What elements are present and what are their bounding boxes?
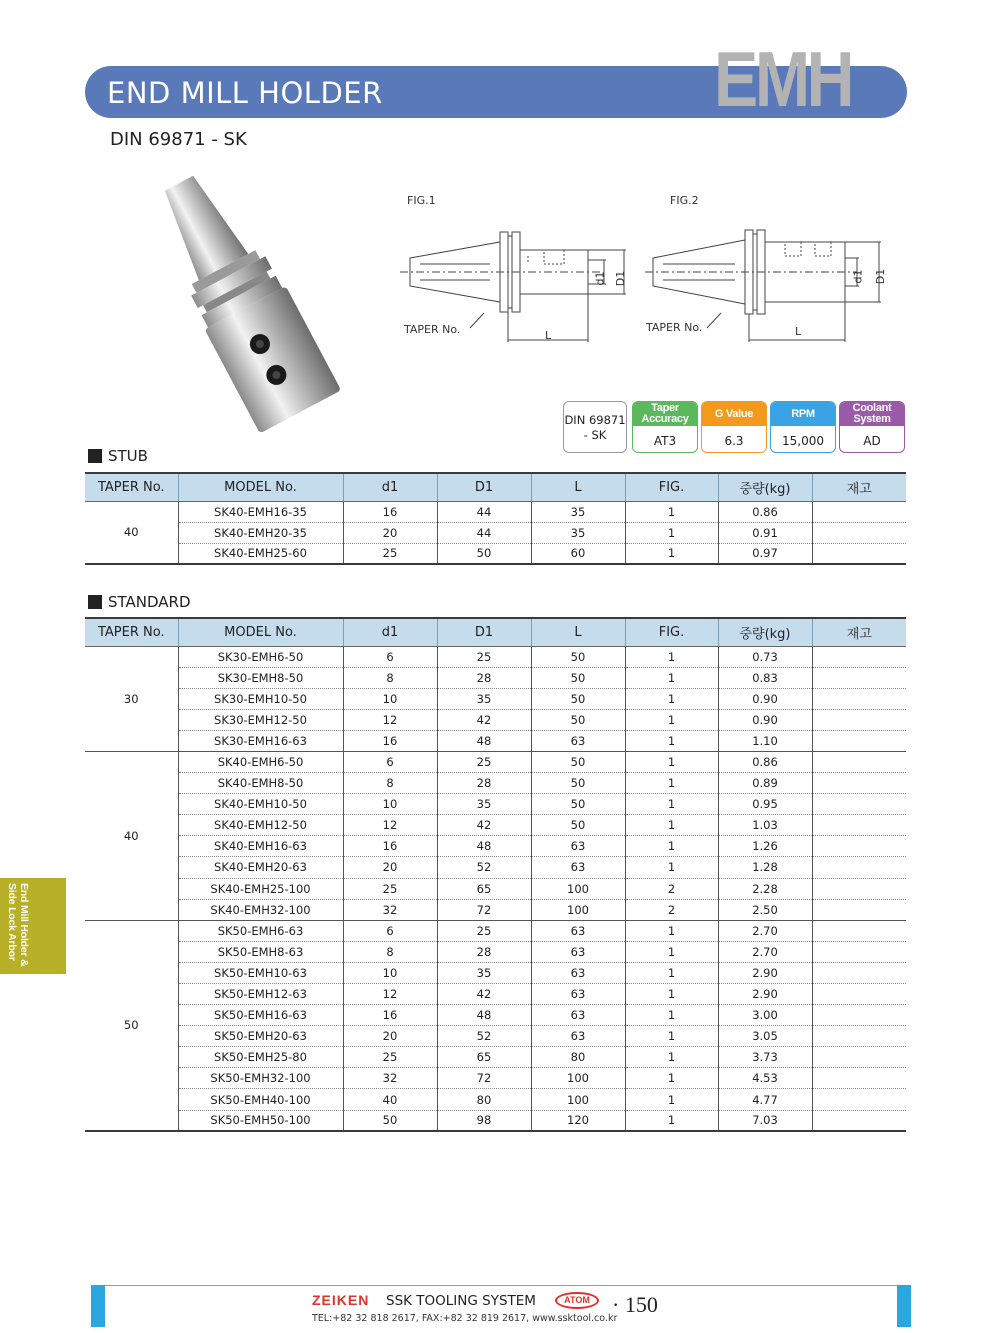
table-row bbox=[85, 751, 906, 772]
column-header: L bbox=[531, 473, 625, 501]
model-cell: SK50-EMH6-63 bbox=[178, 920, 343, 941]
model-cell: SK40-EMH25-100 bbox=[178, 878, 343, 899]
table-cell: 8 bbox=[343, 773, 437, 794]
standard-subtitle: DIN 69871 - SK bbox=[110, 129, 247, 150]
taper-cell: 30 bbox=[85, 646, 178, 751]
fig1-D1-label: D1 bbox=[614, 270, 628, 287]
table-cell: 63 bbox=[531, 962, 625, 983]
table-cell: 0.90 bbox=[718, 688, 812, 709]
table-cell: 25 bbox=[343, 878, 437, 899]
table-cell bbox=[812, 815, 906, 836]
table-cell: 0.89 bbox=[718, 773, 812, 794]
table-cell bbox=[812, 522, 906, 543]
table-cell: 1 bbox=[625, 941, 718, 962]
standard-section-label bbox=[88, 593, 191, 611]
spec-box-header: RPM bbox=[771, 402, 835, 426]
zeiken-logo: ZEIKEN bbox=[312, 1292, 370, 1308]
table-cell: 6 bbox=[343, 920, 437, 941]
spec-standard-box bbox=[563, 401, 627, 453]
spec-box-value: AT3 bbox=[653, 434, 677, 448]
table-cell: 25 bbox=[437, 751, 531, 772]
table-cell: 4.77 bbox=[718, 1089, 812, 1110]
stub-section-label bbox=[88, 447, 148, 465]
table-cell: 72 bbox=[437, 899, 531, 920]
table-cell bbox=[812, 1110, 906, 1131]
table-row bbox=[85, 1047, 906, 1068]
table-cell: 28 bbox=[437, 667, 531, 688]
table-cell: 50 bbox=[531, 709, 625, 730]
table-cell: 1 bbox=[625, 709, 718, 730]
table-row bbox=[85, 941, 906, 962]
table-cell: 0.97 bbox=[718, 543, 812, 564]
table-cell bbox=[812, 857, 906, 878]
spec-box-value: 15,000 bbox=[782, 434, 824, 448]
table-row bbox=[85, 1089, 906, 1110]
table-cell: 63 bbox=[531, 941, 625, 962]
fig2-d1-label: d1 bbox=[851, 269, 865, 284]
table-cell: 1.03 bbox=[718, 815, 812, 836]
table-row bbox=[85, 522, 906, 543]
column-header: FIG. bbox=[625, 618, 718, 646]
footer-divider bbox=[91, 1285, 911, 1286]
table-cell: 2 bbox=[625, 878, 718, 899]
table-cell: 1 bbox=[625, 1068, 718, 1089]
taper-cell: 50 bbox=[85, 920, 178, 1131]
table-cell: 60 bbox=[531, 543, 625, 564]
atom-logo: ATOM bbox=[555, 1292, 599, 1309]
spec-standard-line2: - SK bbox=[583, 428, 607, 442]
table-row bbox=[85, 646, 906, 667]
table-cell: 1 bbox=[625, 920, 718, 941]
column-header: 중량(kg) bbox=[718, 473, 812, 501]
table-cell: 80 bbox=[531, 1047, 625, 1068]
table-cell bbox=[812, 878, 906, 899]
table-row bbox=[85, 878, 906, 899]
table-row bbox=[85, 920, 906, 941]
table-cell: 1.26 bbox=[718, 836, 812, 857]
table-cell: 1 bbox=[625, 1110, 718, 1131]
model-cell: SK50-EMH50-100 bbox=[178, 1110, 343, 1131]
table-cell: 50 bbox=[531, 667, 625, 688]
model-cell: SK40-EMH32-100 bbox=[178, 899, 343, 920]
table-cell bbox=[812, 1089, 906, 1110]
table-row bbox=[85, 543, 906, 564]
table-cell: 35 bbox=[437, 688, 531, 709]
table-cell: 2 bbox=[625, 899, 718, 920]
column-header: D1 bbox=[437, 618, 531, 646]
table-cell: 8 bbox=[343, 667, 437, 688]
table-cell: 1 bbox=[625, 1005, 718, 1026]
contact-info: TEL:+82 32 818 2617, FAX:+82 32 819 2617, www.ssktool.co.kr bbox=[312, 1313, 618, 1324]
section-square-icon bbox=[88, 595, 102, 609]
model-cell: SK50-EMH25-80 bbox=[178, 1047, 343, 1068]
product-code: EMH bbox=[714, 35, 852, 123]
table-cell bbox=[812, 667, 906, 688]
table-cell bbox=[812, 501, 906, 522]
spec-box bbox=[839, 401, 905, 453]
table-cell: 1 bbox=[625, 815, 718, 836]
table-cell: 3.73 bbox=[718, 1047, 812, 1068]
model-cell: SK30-EMH6-50 bbox=[178, 646, 343, 667]
table-cell: 6 bbox=[343, 646, 437, 667]
table-cell: 3.00 bbox=[718, 1005, 812, 1026]
fig2-label: FIG.2 bbox=[670, 194, 699, 207]
table-row bbox=[85, 709, 906, 730]
page-title: END MILL HOLDER bbox=[107, 76, 383, 110]
table-cell: 100 bbox=[531, 899, 625, 920]
table-row bbox=[85, 815, 906, 836]
model-cell: SK40-EMH16-63 bbox=[178, 836, 343, 857]
model-cell: SK40-EMH6-50 bbox=[178, 751, 343, 772]
table-cell: 1 bbox=[625, 751, 718, 772]
fig2-taper-label: TAPER No. bbox=[646, 321, 703, 334]
table-cell: 52 bbox=[437, 857, 531, 878]
table-cell: 7.03 bbox=[718, 1110, 812, 1131]
column-header: FIG. bbox=[625, 473, 718, 501]
column-header: MODEL No. bbox=[178, 473, 343, 501]
table-row bbox=[85, 857, 906, 878]
table-cell: 120 bbox=[531, 1110, 625, 1131]
table-cell: 0.86 bbox=[718, 751, 812, 772]
fig1-taper-label: TAPER No. bbox=[404, 323, 461, 336]
table-cell: 2.90 bbox=[718, 962, 812, 983]
table-cell: 2.70 bbox=[718, 941, 812, 962]
table-row bbox=[85, 773, 906, 794]
table-cell: 65 bbox=[437, 878, 531, 899]
table-cell bbox=[812, 1026, 906, 1047]
table-cell: 63 bbox=[531, 857, 625, 878]
table-cell: 2.28 bbox=[718, 878, 812, 899]
spec-box bbox=[701, 401, 767, 453]
spec-box-title-line2: Accuracy bbox=[641, 413, 689, 425]
table-cell: 4.53 bbox=[718, 1068, 812, 1089]
table-cell: 100 bbox=[531, 1089, 625, 1110]
page-number: · 150 bbox=[612, 1292, 658, 1317]
model-cell: SK50-EMH12-63 bbox=[178, 984, 343, 1005]
table-cell: 0.73 bbox=[718, 646, 812, 667]
table-cell: 1 bbox=[625, 522, 718, 543]
table-cell: 16 bbox=[343, 501, 437, 522]
section-square-icon bbox=[88, 449, 102, 463]
taper-cell: 40 bbox=[85, 751, 178, 920]
stub-table bbox=[85, 472, 906, 565]
table-cell: 1.28 bbox=[718, 857, 812, 878]
model-cell: SK40-EMH16-35 bbox=[178, 501, 343, 522]
table-cell: 50 bbox=[531, 688, 625, 709]
column-header: 재고 bbox=[812, 473, 906, 501]
table-cell bbox=[812, 920, 906, 941]
table-row bbox=[85, 667, 906, 688]
column-header: 중량(kg) bbox=[718, 618, 812, 646]
table-cell: 100 bbox=[531, 878, 625, 899]
table-row bbox=[85, 794, 906, 815]
table-cell bbox=[812, 836, 906, 857]
model-cell: SK40-EMH20-63 bbox=[178, 857, 343, 878]
table-cell: 1 bbox=[625, 646, 718, 667]
table-cell bbox=[812, 794, 906, 815]
table-cell: 98 bbox=[437, 1110, 531, 1131]
table-cell: 10 bbox=[343, 794, 437, 815]
table-cell: 42 bbox=[437, 984, 531, 1005]
table-cell: 42 bbox=[437, 815, 531, 836]
table-cell: 0.91 bbox=[718, 522, 812, 543]
table-cell: 20 bbox=[343, 1026, 437, 1047]
footer-right-bar bbox=[897, 1285, 911, 1327]
table-cell: 3.05 bbox=[718, 1026, 812, 1047]
table-cell: 63 bbox=[531, 920, 625, 941]
table-cell: 44 bbox=[437, 522, 531, 543]
model-cell: SK50-EMH32-100 bbox=[178, 1068, 343, 1089]
table-row bbox=[85, 1026, 906, 1047]
spec-box-header bbox=[633, 402, 697, 426]
table-cell: 63 bbox=[531, 984, 625, 1005]
spec-box bbox=[632, 401, 698, 453]
table-cell: 0.83 bbox=[718, 667, 812, 688]
model-cell: SK40-EMH20-35 bbox=[178, 522, 343, 543]
table-cell bbox=[812, 941, 906, 962]
table-cell: 25 bbox=[343, 543, 437, 564]
table-row bbox=[85, 984, 906, 1005]
table-row bbox=[85, 836, 906, 857]
table-cell bbox=[812, 688, 906, 709]
model-cell: SK50-EMH40-100 bbox=[178, 1089, 343, 1110]
table-cell bbox=[812, 1005, 906, 1026]
model-cell: SK30-EMH12-50 bbox=[178, 709, 343, 730]
table-cell: 1 bbox=[625, 1089, 718, 1110]
table-header-row bbox=[85, 473, 906, 501]
model-cell: SK30-EMH16-63 bbox=[178, 730, 343, 751]
table-cell: 48 bbox=[437, 1005, 531, 1026]
table-cell: 1 bbox=[625, 730, 718, 751]
table-cell: 1 bbox=[625, 1026, 718, 1047]
table-cell bbox=[812, 751, 906, 772]
table-cell bbox=[812, 1068, 906, 1089]
table-cell bbox=[812, 709, 906, 730]
spec-box-title-line1: Taper bbox=[651, 402, 679, 414]
table-cell: 63 bbox=[531, 1005, 625, 1026]
fig1-length-label: L bbox=[545, 329, 552, 342]
table-cell: 12 bbox=[343, 709, 437, 730]
table-row bbox=[85, 730, 906, 751]
table-cell: 42 bbox=[437, 709, 531, 730]
table-cell: 6 bbox=[343, 751, 437, 772]
spec-standard-line1: DIN 69871 bbox=[564, 413, 626, 427]
model-cell: SK40-EMH10-50 bbox=[178, 794, 343, 815]
table-row bbox=[85, 1110, 906, 1131]
table-cell: 1 bbox=[625, 1047, 718, 1068]
table-cell bbox=[812, 962, 906, 983]
table-row bbox=[85, 1005, 906, 1026]
table-cell bbox=[812, 1047, 906, 1068]
spec-box-value: 6.3 bbox=[724, 434, 744, 448]
table-cell: 65 bbox=[437, 1047, 531, 1068]
table-cell: 1 bbox=[625, 984, 718, 1005]
table-cell: 35 bbox=[437, 962, 531, 983]
end-mill-holder-illustration bbox=[118, 168, 363, 433]
column-header: L bbox=[531, 618, 625, 646]
model-cell: SK30-EMH10-50 bbox=[178, 688, 343, 709]
model-cell: SK50-EMH20-63 bbox=[178, 1026, 343, 1047]
table-cell: 8 bbox=[343, 941, 437, 962]
table-cell bbox=[812, 730, 906, 751]
table-cell: 1 bbox=[625, 836, 718, 857]
column-header: MODEL No. bbox=[178, 618, 343, 646]
table-cell: 10 bbox=[343, 962, 437, 983]
table-cell: 0.86 bbox=[718, 501, 812, 522]
column-header: D1 bbox=[437, 473, 531, 501]
table-cell bbox=[812, 984, 906, 1005]
table-cell: 1 bbox=[625, 794, 718, 815]
column-header: d1 bbox=[343, 473, 437, 501]
table-row bbox=[85, 899, 906, 920]
table-cell: 63 bbox=[531, 1026, 625, 1047]
table-cell: 12 bbox=[343, 815, 437, 836]
stub-section-title: STUB bbox=[108, 447, 148, 465]
table-cell: 16 bbox=[343, 836, 437, 857]
table-cell: 1 bbox=[625, 688, 718, 709]
fig2-length-label: L bbox=[795, 325, 802, 338]
table-cell: 50 bbox=[531, 815, 625, 836]
column-header: d1 bbox=[343, 618, 437, 646]
model-cell: SK50-EMH10-63 bbox=[178, 962, 343, 983]
table-cell: 44 bbox=[437, 501, 531, 522]
column-header: 재고 bbox=[812, 618, 906, 646]
side-tab-label bbox=[6, 883, 30, 973]
table-cell: 35 bbox=[531, 522, 625, 543]
table-cell: 12 bbox=[343, 984, 437, 1005]
model-cell: SK40-EMH12-50 bbox=[178, 815, 343, 836]
table-cell: 1 bbox=[625, 773, 718, 794]
table-cell: 63 bbox=[531, 730, 625, 751]
table-cell: 1 bbox=[625, 962, 718, 983]
footer-left-bar bbox=[91, 1285, 105, 1327]
table-cell: 20 bbox=[343, 857, 437, 878]
table-cell: 50 bbox=[531, 751, 625, 772]
fig1-d1-label: d1 bbox=[593, 271, 607, 286]
table-cell: 10 bbox=[343, 688, 437, 709]
taper-cell: 40 bbox=[85, 501, 178, 564]
table-cell: 0.95 bbox=[718, 794, 812, 815]
table-cell: 50 bbox=[531, 773, 625, 794]
table-row bbox=[85, 1068, 906, 1089]
spec-box-header bbox=[840, 402, 904, 426]
table-cell: 20 bbox=[343, 522, 437, 543]
table-row bbox=[85, 962, 906, 983]
table-cell: 25 bbox=[437, 646, 531, 667]
column-header: TAPER No. bbox=[85, 473, 178, 501]
model-cell: SK30-EMH8-50 bbox=[178, 667, 343, 688]
table-cell: 35 bbox=[437, 794, 531, 815]
table-cell: 28 bbox=[437, 773, 531, 794]
table-cell: 1 bbox=[625, 543, 718, 564]
table-cell: 0.90 bbox=[718, 709, 812, 730]
table-cell: 1 bbox=[625, 857, 718, 878]
table-cell: 2.50 bbox=[718, 899, 812, 920]
table-cell: 1.10 bbox=[718, 730, 812, 751]
table-cell: 40 bbox=[343, 1089, 437, 1110]
table-cell: 2.90 bbox=[718, 984, 812, 1005]
table-cell bbox=[812, 773, 906, 794]
spec-box-value: AD bbox=[863, 434, 881, 448]
table-cell: 48 bbox=[437, 730, 531, 751]
table-cell bbox=[812, 543, 906, 564]
table-cell: 50 bbox=[531, 646, 625, 667]
spec-box-header: G Value bbox=[702, 402, 766, 426]
column-header: TAPER No. bbox=[85, 618, 178, 646]
table-cell: 28 bbox=[437, 941, 531, 962]
table-header-row bbox=[85, 618, 906, 646]
table-cell: 35 bbox=[531, 501, 625, 522]
standard-section-title: STANDARD bbox=[108, 593, 191, 611]
table-cell bbox=[812, 899, 906, 920]
table-cell: 80 bbox=[437, 1089, 531, 1110]
table-cell: 50 bbox=[343, 1110, 437, 1131]
table-cell: 52 bbox=[437, 1026, 531, 1047]
table-cell: 50 bbox=[531, 794, 625, 815]
table-cell: 32 bbox=[343, 899, 437, 920]
side-tab-line1: End Mill Holder & bbox=[18, 883, 30, 967]
company-name: SSK TOOLING SYSTEM bbox=[386, 1293, 536, 1309]
fig2-D1-label: D1 bbox=[874, 268, 888, 285]
table-cell: 25 bbox=[343, 1047, 437, 1068]
model-cell: SK40-EMH25-60 bbox=[178, 543, 343, 564]
table-row bbox=[85, 688, 906, 709]
table-cell: 25 bbox=[437, 920, 531, 941]
spec-box-title-line1: Coolant bbox=[852, 402, 892, 414]
table-cell: 16 bbox=[343, 730, 437, 751]
table-cell: 63 bbox=[531, 836, 625, 857]
model-cell: SK50-EMH8-63 bbox=[178, 941, 343, 962]
table-cell: 72 bbox=[437, 1068, 531, 1089]
spec-box bbox=[770, 401, 836, 453]
standard-table bbox=[85, 617, 906, 1132]
model-cell: SK40-EMH8-50 bbox=[178, 773, 343, 794]
table-cell: 2.70 bbox=[718, 920, 812, 941]
table-cell: 16 bbox=[343, 1005, 437, 1026]
table-cell: 48 bbox=[437, 836, 531, 857]
table-cell: 1 bbox=[625, 501, 718, 522]
spec-box-title-line2: System bbox=[853, 413, 891, 425]
side-tab-line2: Side Lock Arbor bbox=[6, 883, 18, 961]
table-cell: 1 bbox=[625, 667, 718, 688]
model-cell: SK50-EMH16-63 bbox=[178, 1005, 343, 1026]
table-cell bbox=[812, 646, 906, 667]
table-row bbox=[85, 501, 906, 522]
table-cell: 32 bbox=[343, 1068, 437, 1089]
table-cell: 50 bbox=[437, 543, 531, 564]
fig1-label: FIG.1 bbox=[407, 194, 436, 207]
table-cell: 100 bbox=[531, 1068, 625, 1089]
